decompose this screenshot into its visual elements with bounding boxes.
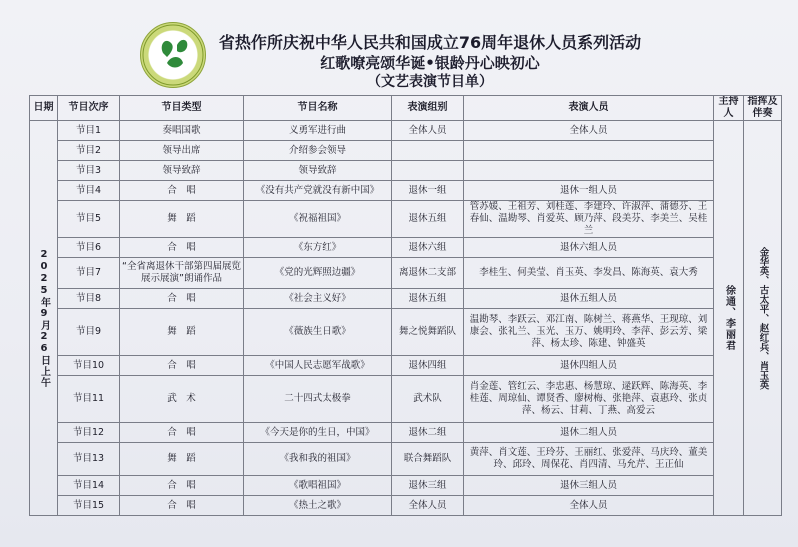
type-cell: 领导出席 bbox=[120, 141, 244, 161]
order-cell: 节目14 bbox=[58, 476, 120, 496]
program-name-cell: 《东方红》 bbox=[244, 238, 392, 258]
program-name-cell: 介绍参会领导 bbox=[244, 141, 392, 161]
program-name-cell: 《党的光辉照边疆》 bbox=[244, 258, 392, 289]
type-cell: 武 术 bbox=[120, 376, 244, 423]
order-cell: 节目6 bbox=[58, 238, 120, 258]
group-cell bbox=[392, 161, 464, 181]
group-cell: 联合舞蹈队 bbox=[392, 443, 464, 476]
header-performers: 表演人员 bbox=[464, 96, 714, 121]
order-cell: 节目1 bbox=[58, 121, 120, 141]
table-row bbox=[30, 423, 782, 443]
type-cell: 奏唱国歌 bbox=[120, 121, 244, 141]
group-cell: 退休五组 bbox=[392, 201, 464, 238]
group-cell: 退休四组 bbox=[392, 356, 464, 376]
table-row bbox=[30, 181, 782, 201]
performers-cell: 退休三组人员 bbox=[464, 476, 714, 496]
type-cell: 合 唱 bbox=[120, 238, 244, 258]
performers-cell: 管苏媛、王祖芳、刘桂莲、李建玲、许淑萍、蒲德芬、王春仙、温勘琴、肖爱英、顾乃萍、段美芬、李美兰、吴桂兰 bbox=[464, 201, 714, 238]
type-cell: 舞 蹈 bbox=[120, 201, 244, 238]
type-cell: 合 唱 bbox=[120, 289, 244, 309]
performers-cell bbox=[464, 161, 714, 181]
group-cell: 退休五组 bbox=[392, 289, 464, 309]
group-cell: 全体人员 bbox=[392, 121, 464, 141]
group-cell bbox=[392, 141, 464, 161]
header-group: 表演组别 bbox=[392, 96, 464, 121]
program-name-cell: 《歌唱祖国》 bbox=[244, 476, 392, 496]
table-row bbox=[30, 443, 782, 476]
order-cell: 节目10 bbox=[58, 356, 120, 376]
program-name-cell: 二十四式太极拳 bbox=[244, 376, 392, 423]
program-name-cell: 《社会主义好》 bbox=[244, 289, 392, 309]
group-cell: 全体人员 bbox=[392, 496, 464, 516]
header-type: 节目类型 bbox=[120, 96, 244, 121]
group-cell: 退休一组 bbox=[392, 181, 464, 201]
performers-cell: 退休六组人员 bbox=[464, 238, 714, 258]
group-cell: 退休三组 bbox=[392, 476, 464, 496]
table-row bbox=[30, 476, 782, 496]
order-cell: 节目5 bbox=[58, 201, 120, 238]
table-row bbox=[30, 356, 782, 376]
performers-cell: 退休二组人员 bbox=[464, 423, 714, 443]
performers-cell: 李桂生、何美莹、肖玉英、李发昌、陈海英、袁大秀 bbox=[464, 258, 714, 289]
order-cell: 节目8 bbox=[58, 289, 120, 309]
order-cell: 节目3 bbox=[58, 161, 120, 181]
group-cell: 退休六组 bbox=[392, 238, 464, 258]
performers-cell: 退休四组人员 bbox=[464, 356, 714, 376]
order-cell: 节目11 bbox=[58, 376, 120, 423]
accompaniment-cell: 金华英、古太平、赵红兵、肖玉英 bbox=[744, 121, 782, 516]
header-accompaniment: 指挥及伴奏 bbox=[744, 96, 782, 121]
order-cell: 节目7 bbox=[58, 258, 120, 289]
order-cell: 节目15 bbox=[58, 496, 120, 516]
performers-cell: 退休一组人员 bbox=[464, 181, 714, 201]
table-row bbox=[30, 201, 782, 238]
type-cell: 合 唱 bbox=[120, 423, 244, 443]
type-cell: 合 唱 bbox=[120, 181, 244, 201]
program-name-cell: 《祝福祖国》 bbox=[244, 201, 392, 238]
program-name-cell: 义勇军进行曲 bbox=[244, 121, 392, 141]
performers-cell: 温勘琴、李跃云、邓江南、陈树兰、蒋燕华、王现琼、刘康会、张礼兰、玉光、玉万、姚明玲、李萍、彭云芳、梁萍、杨太珍、陈建、钟盛英 bbox=[464, 309, 714, 356]
order-cell: 节目2 bbox=[58, 141, 120, 161]
type-cell: 合 唱 bbox=[120, 496, 244, 516]
program-name-cell: 《我和我的祖国》 bbox=[244, 443, 392, 476]
group-cell: 退休二组 bbox=[392, 423, 464, 443]
program-name-cell: 《没有共产党就没有新中国》 bbox=[244, 181, 392, 201]
performers-cell: 肖金莲、管红云、李忠惠、杨慧琼、逯跃辉、陈海英、李桂莲、周琼仙、谭贤香、廖树梅、张艳萍、袁惠玲、张贞萍、杨云、甘莉、丁燕、高爱云 bbox=[464, 376, 714, 423]
performers-cell: 黄萍、肖文莲、王玲芬、王丽红、张爱萍、马庆玲、董美玲、邱玲、周保花、肖四清、马允芹、王正仙 bbox=[464, 443, 714, 476]
group-cell: 离退休二支部 bbox=[392, 258, 464, 289]
type-cell: 舞 蹈 bbox=[120, 309, 244, 356]
table-row bbox=[30, 309, 782, 356]
program-table bbox=[29, 95, 782, 516]
host-cell: 徐通、李丽君 bbox=[714, 121, 744, 516]
performers-cell: 全体人员 bbox=[464, 121, 714, 141]
title-line-3: （文艺表演节目单） bbox=[367, 74, 493, 90]
table-header-row bbox=[30, 96, 782, 121]
date-cell: 2025年9月26日上午 bbox=[30, 121, 58, 516]
program-name-cell: 领导致辞 bbox=[244, 161, 392, 181]
order-cell: 节目12 bbox=[58, 423, 120, 443]
type-cell: 合 唱 bbox=[120, 476, 244, 496]
table-row bbox=[30, 161, 782, 181]
table-row bbox=[30, 289, 782, 309]
table-row bbox=[30, 376, 782, 423]
type-cell: 领导致辞 bbox=[120, 161, 244, 181]
type-cell: 舞 蹈 bbox=[120, 443, 244, 476]
table-row bbox=[30, 496, 782, 516]
program-name-cell: 《中国人民志愿军战歌》 bbox=[244, 356, 392, 376]
program-name-cell: 《今天是你的生日，中国》 bbox=[244, 423, 392, 443]
header-host: 主持人 bbox=[714, 96, 744, 121]
group-cell: 武术队 bbox=[392, 376, 464, 423]
order-cell: 节目13 bbox=[58, 443, 120, 476]
document-header bbox=[0, 0, 798, 92]
order-cell: 节目4 bbox=[58, 181, 120, 201]
program-name-cell: 《薇族生日歌》 bbox=[244, 309, 392, 356]
performers-cell: 退休五组人员 bbox=[464, 289, 714, 309]
performers-cell bbox=[464, 141, 714, 161]
table-row bbox=[30, 258, 782, 289]
header-name: 节目名称 bbox=[244, 96, 392, 121]
title-line-1: 省热作所庆祝中华人民共和国成立76周年退休人员系列活动 bbox=[218, 33, 642, 52]
type-cell: 合 唱 bbox=[120, 356, 244, 376]
group-cell: 舞之悦舞蹈队 bbox=[392, 309, 464, 356]
program-name-cell: 《热土之歌》 bbox=[244, 496, 392, 516]
table-row bbox=[30, 121, 782, 141]
table-row bbox=[30, 238, 782, 258]
order-cell: 节目9 bbox=[58, 309, 120, 356]
title-line-2: 红歌嘹亮颂华诞•银龄丹心映初心 bbox=[320, 54, 540, 72]
performers-cell: 全体人员 bbox=[464, 496, 714, 516]
header-date: 日期 bbox=[30, 96, 58, 121]
table-row bbox=[30, 141, 782, 161]
header-order: 节目次序 bbox=[58, 96, 120, 121]
type-cell: “全省离退休干部第四届展览展示展演”朗诵作品 bbox=[120, 258, 244, 289]
